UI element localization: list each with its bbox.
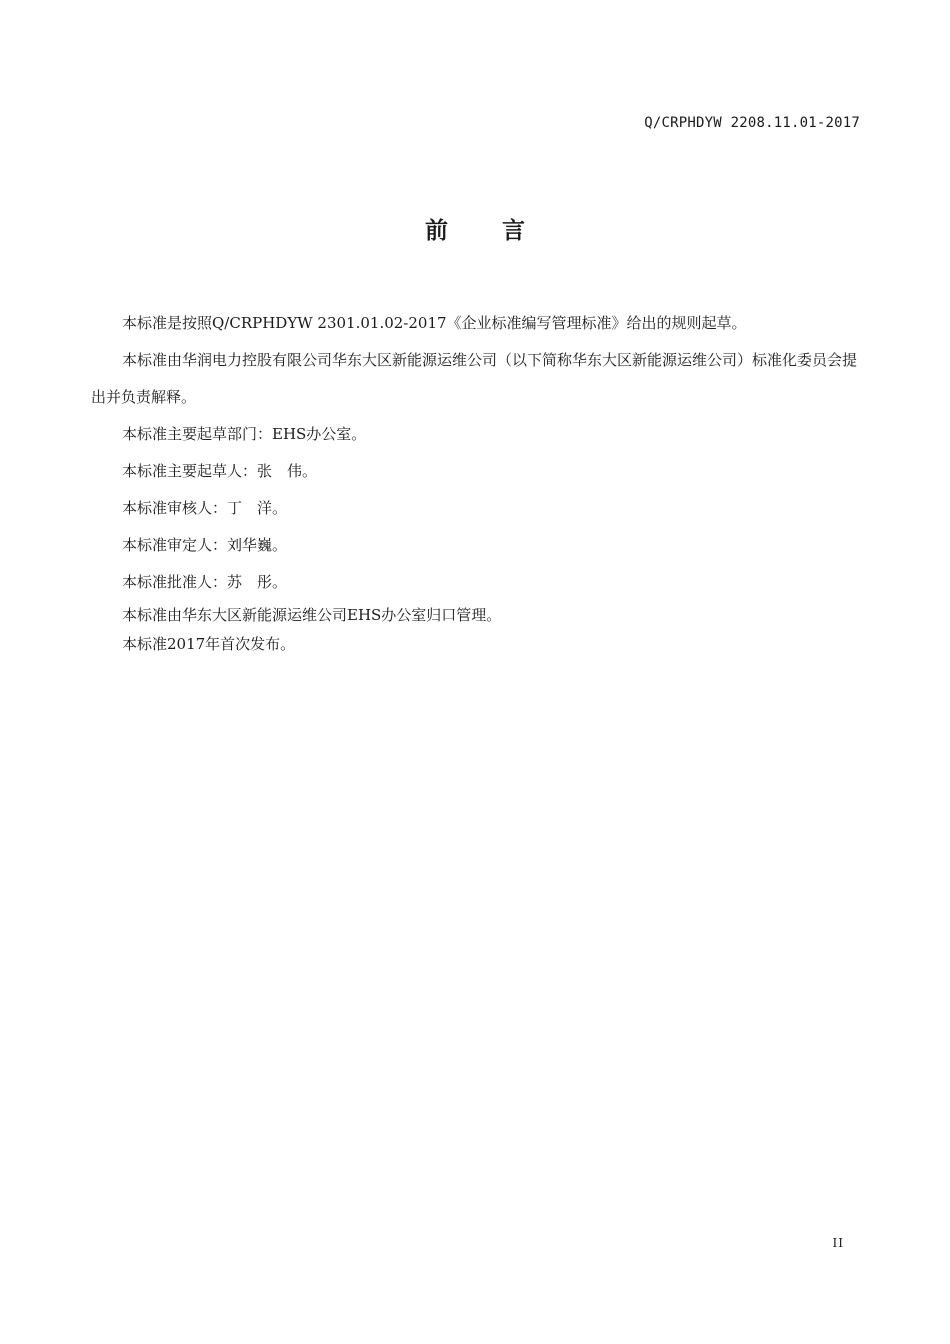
paragraph-drafting-department: 本标准主要起草部门：EHS办公室。 [122,425,367,443]
foreword-body [91,305,861,659]
paragraph-drafter: 本标准主要起草人：张 伟。 [122,462,318,480]
document-code: Q/CRPHDYW 2208.11.01-2017 [644,115,860,131]
paragraph-drafting-rule: 本标准是按照Q/CRPHDYW 2301.01.02-2017《企业标准编写管理标准》给出的规则起草。 [122,314,747,332]
page-title: 前言 [425,218,579,244]
paragraph-first-release: 本标准2017年首次发布。 [122,635,296,653]
paragraph-proposer: 本标准由华润电力控股有限公司华东大区新能源运维公司（以下简称华东大区新能源运维公司）标准化委员会提出并负责解释。 [91,351,858,406]
paragraph-approver-verify: 本标准审定人：刘华巍。 [122,536,288,554]
paragraph-approver: 本标准批准人：苏 彤。 [122,573,288,591]
paragraph-reviewer: 本标准审核人：丁 洋。 [122,499,288,517]
paragraph-management: 本标准由华东大区新能源运维公司EHS办公室归口管理。 [122,606,502,624]
page-number: II [832,1236,844,1250]
